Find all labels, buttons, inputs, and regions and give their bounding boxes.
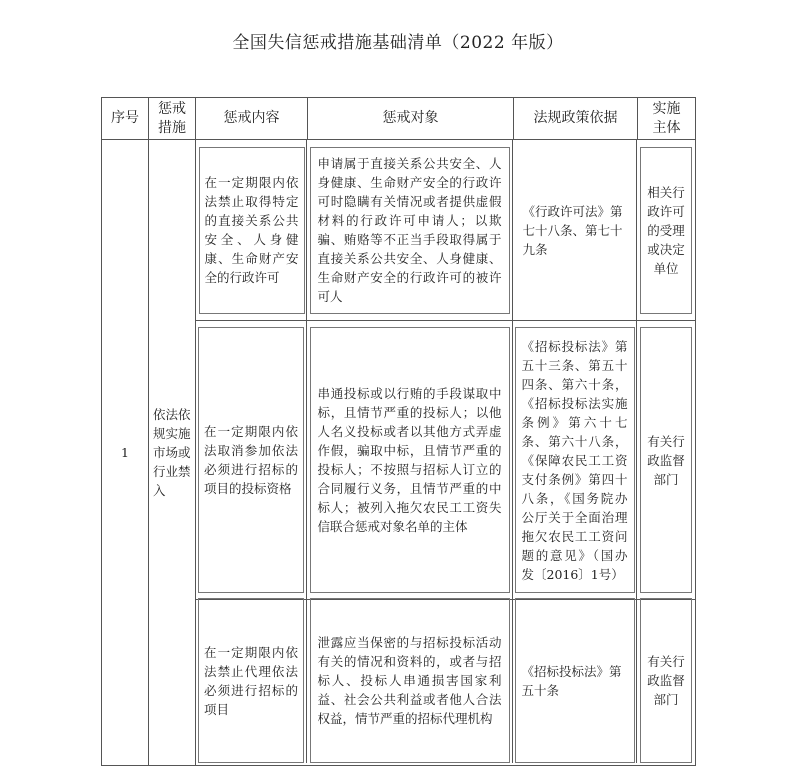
content-text: 在一定期限内依法禁止代理依法必须进行招标的项目 [204,644,298,717]
header-index: 序号 [102,98,149,140]
table-row [196,600,695,763]
document-title: 全国失信惩戒措施基础清单（2022 年版） [232,33,564,53]
row-index: 1 [102,140,149,766]
cell-agency [640,147,692,314]
target-text: 泄露应当保密的与招标投标活动有关的情况和资料的，或者与招标人、投标人串通损害国家利益、社会公共利益或者他人合法权益，情节严重的招标代理机构 [317,635,502,726]
agency-text: 有关行政监督部门 [647,433,685,487]
agency-text: 相关行政许可的受理或决定单位 [647,184,685,276]
agency-text: 有关行政监督部门 [647,654,685,707]
content-text: 在一定期限内依法禁止取得特定的直接关系公共安全、人身健康、生命财产安全的行政许可 [204,175,299,285]
cell-target [310,327,510,593]
basis-text: 《招标投标法》第五十三条、第五十四条、第六十条，《招标投标法实施条例》第六十七条、第六十八条，《保障农民工工资支付条例》第四十八条，《国务院办公厅关于全面治理拖欠农民工工资问题的意见》（国办发〔2016〕1号） [521,338,628,582]
header-target: 惩戒对象 [308,98,514,140]
table-row [196,140,695,321]
cell-target [310,598,510,763]
cell-content [198,598,304,763]
cell-target [310,147,510,314]
cell-basis [515,327,635,593]
sub-rows-container [196,140,696,766]
measures-table [101,97,696,766]
header-measure [149,98,196,140]
row-measure-text: 依法依规实施市场或行业禁入 [153,407,191,498]
table-row [102,140,696,766]
cell-content [198,327,304,593]
cell-agency [640,598,692,763]
cell-basis [515,598,635,763]
table-row [196,321,695,600]
basis-text: 《行政许可法》第七十八条、第七十九条 [522,203,623,257]
cell-agency [640,327,692,593]
table-header-row [102,98,696,140]
header-agency-line-2: 主体 [652,119,681,136]
header-measure-line-1: 惩戒 [158,100,186,117]
header-agency-line-1: 实施 [652,100,681,117]
header-agency [638,98,696,140]
row-measure [149,140,196,766]
header-content: 惩戒内容 [196,98,308,140]
target-text: 申请属于直接关系公共安全、人身健康、生命财产安全的行政许可时隐瞒有关情况或者提供虚假材料的行政许可申请人；以欺骗、贿赂等不正当手段取得属于直接关系公共安全、人身健康、生命财产安全的行政许可的被许可人 [317,156,502,304]
cell-basis [515,147,635,314]
header-measure-line-2: 措施 [158,119,186,136]
basis-text: 《招标投标法》第五十条 [521,663,622,698]
cell-content [199,147,305,314]
sub-rows [196,140,695,763]
content-text: 在一定期限内依法取消参加依法必须进行招标的项目的投标资格 [204,424,298,496]
header-basis: 法规政策依据 [514,98,638,140]
target-text: 串通投标或以行贿的手段谋取中标，且情节严重的投标人；以他人名义投标或者以其他方式弄虚作假，骗取中标，且情节严重的投标人；不按照与招标人订立的合同履行义务，且情节严重的中标人；被列入拖欠农民工工资失信联合惩戒对象名单的主体 [317,386,502,534]
